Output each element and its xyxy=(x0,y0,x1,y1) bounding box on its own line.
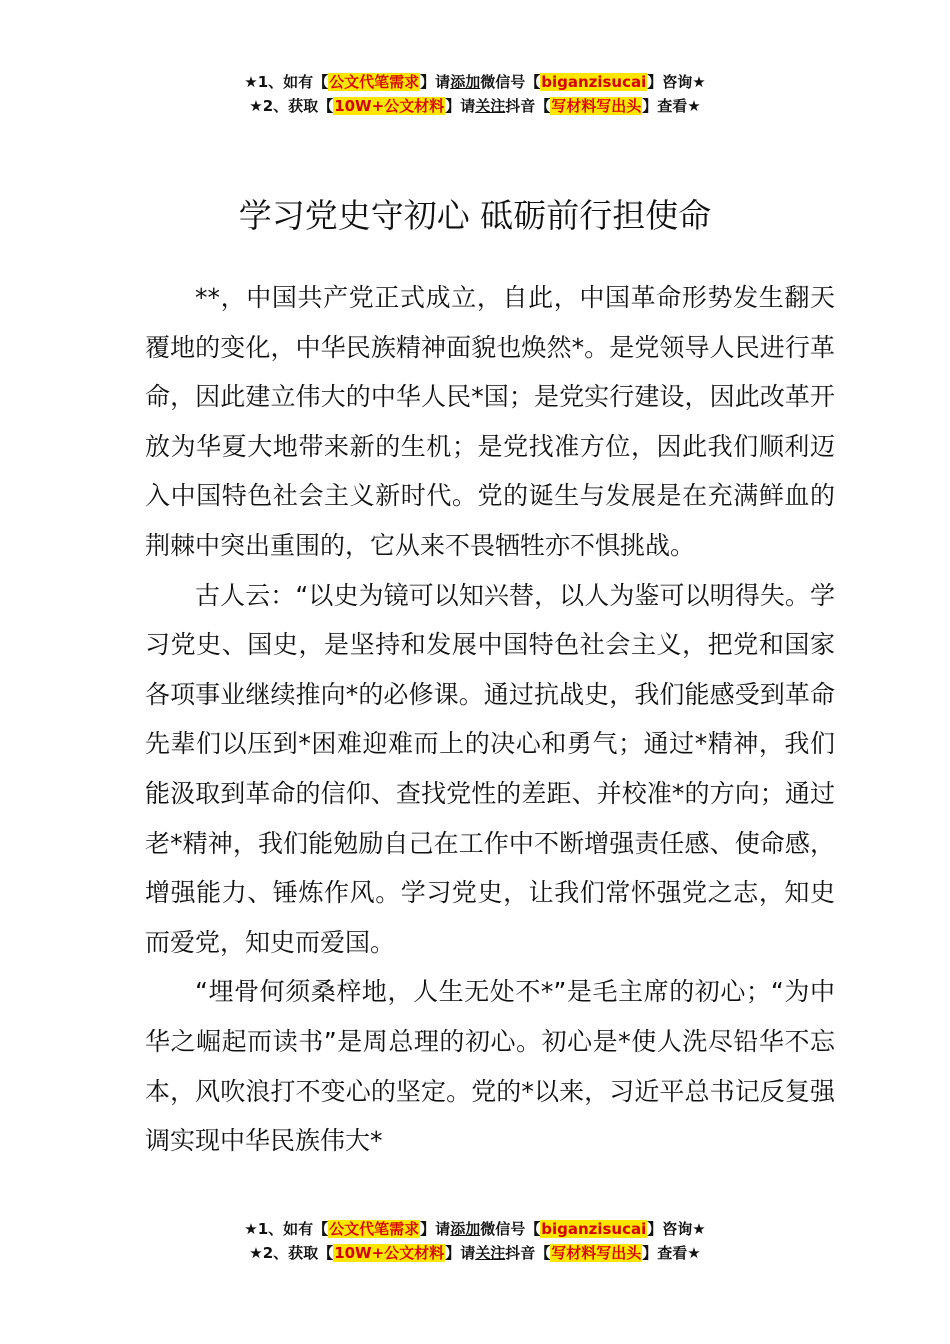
banner-text: 抖音【 xyxy=(505,97,551,115)
paragraph-2: 古人云：“以史为镜可以知兴替，以人为鉴可以明得失。学习党史、国史，是坚持和发展中国特色社会主义，把党和国家各项事业继续推向*的必修课。通过抗战史，我们能感受到革命先辈们以压到*困难迎难而上的决心和勇气；通过*精神，我们能汲取到革命的信仰、查找党性的差距、并校准*的方向；通过老*精神，我们能勉励自己在工作中不断增强责任感、使命感，增强能力、锤炼作风。学习党史，让我们常怀强党之志，知史而爱党，知史而爱国。 xyxy=(145,580,835,957)
banner-text: ★2、获取【 xyxy=(249,1244,334,1262)
highlight-materials: 10W+公文材料 xyxy=(334,97,445,115)
banner-text: 抖音【 xyxy=(505,1244,551,1262)
highlight-materials: 10W+公文材料 xyxy=(334,1244,445,1262)
banner-text: ★1、如有【 xyxy=(244,73,329,91)
banner-text: 】查看★ xyxy=(642,1244,701,1262)
header-banner xyxy=(0,70,950,118)
banner-text: 】咨询★ xyxy=(647,73,706,91)
footer-banner xyxy=(0,1217,950,1265)
banner-text: 】请 xyxy=(420,1220,451,1238)
banner-text: 微信号【 xyxy=(480,1220,541,1238)
highlight-ghostwriting: 公文代笔需求 xyxy=(329,73,420,91)
highlight-ghostwriting: 公文代笔需求 xyxy=(329,1220,420,1238)
underlined-add: 添加 xyxy=(450,73,481,91)
highlight-douyin-account: 写材料写出头 xyxy=(551,1244,642,1262)
document-body xyxy=(145,273,835,1166)
highlight-wechat-id: biganzisucai xyxy=(541,73,647,91)
paragraph-1: **，中国共产党正式成立，自此，中国革命形势发生翻天覆地的变化，中华民族精神面貌也焕然*。是党领导人民进行革命，因此建立伟大的中华人民*国；是党实行建设，因此改革开放为华夏大地带来新的生机；是党找准方位，因此我们顺利迈入中国特色社会主义新时代。党的诞生与发展是在充满鲜血的荆棘中突出重围的，它从来不畏牺牲亦不惧挑战。 xyxy=(145,283,835,560)
underlined-add: 添加 xyxy=(450,1220,481,1238)
header-banner-line-2 xyxy=(0,94,950,118)
banner-text: 】请 xyxy=(445,1244,476,1262)
footer-banner-line-2 xyxy=(0,1241,950,1265)
document-title: 学习党史守初心 砥砺前行担使命 xyxy=(238,196,712,236)
banner-text: 】咨询★ xyxy=(647,1220,706,1238)
paragraph-3: “埋骨何须桑梓地，人生无处不*”是毛主席的初心；“为中华之崛起而读书”是周总理的初心。初心是*使人洗尽铅华不忘本，风吹浪打不变心的坚定。党的*以来，习近平总书记反复强调实现中华民族伟大* xyxy=(145,977,835,1156)
highlight-douyin-account: 写材料写出头 xyxy=(551,97,642,115)
banner-text: 】请 xyxy=(445,97,476,115)
banner-text: 】查看★ xyxy=(642,97,701,115)
underlined-follow: 关注 xyxy=(475,97,506,115)
underlined-follow: 关注 xyxy=(475,1244,506,1262)
banner-text: ★2、获取【 xyxy=(249,97,334,115)
banner-text: 微信号【 xyxy=(480,73,541,91)
banner-text: ★1、如有【 xyxy=(244,1220,329,1238)
footer-banner-line-1 xyxy=(0,1217,950,1241)
banner-text: 】请 xyxy=(420,73,451,91)
highlight-wechat-id: biganzisucai xyxy=(541,1220,647,1238)
header-banner-line-1 xyxy=(0,70,950,94)
